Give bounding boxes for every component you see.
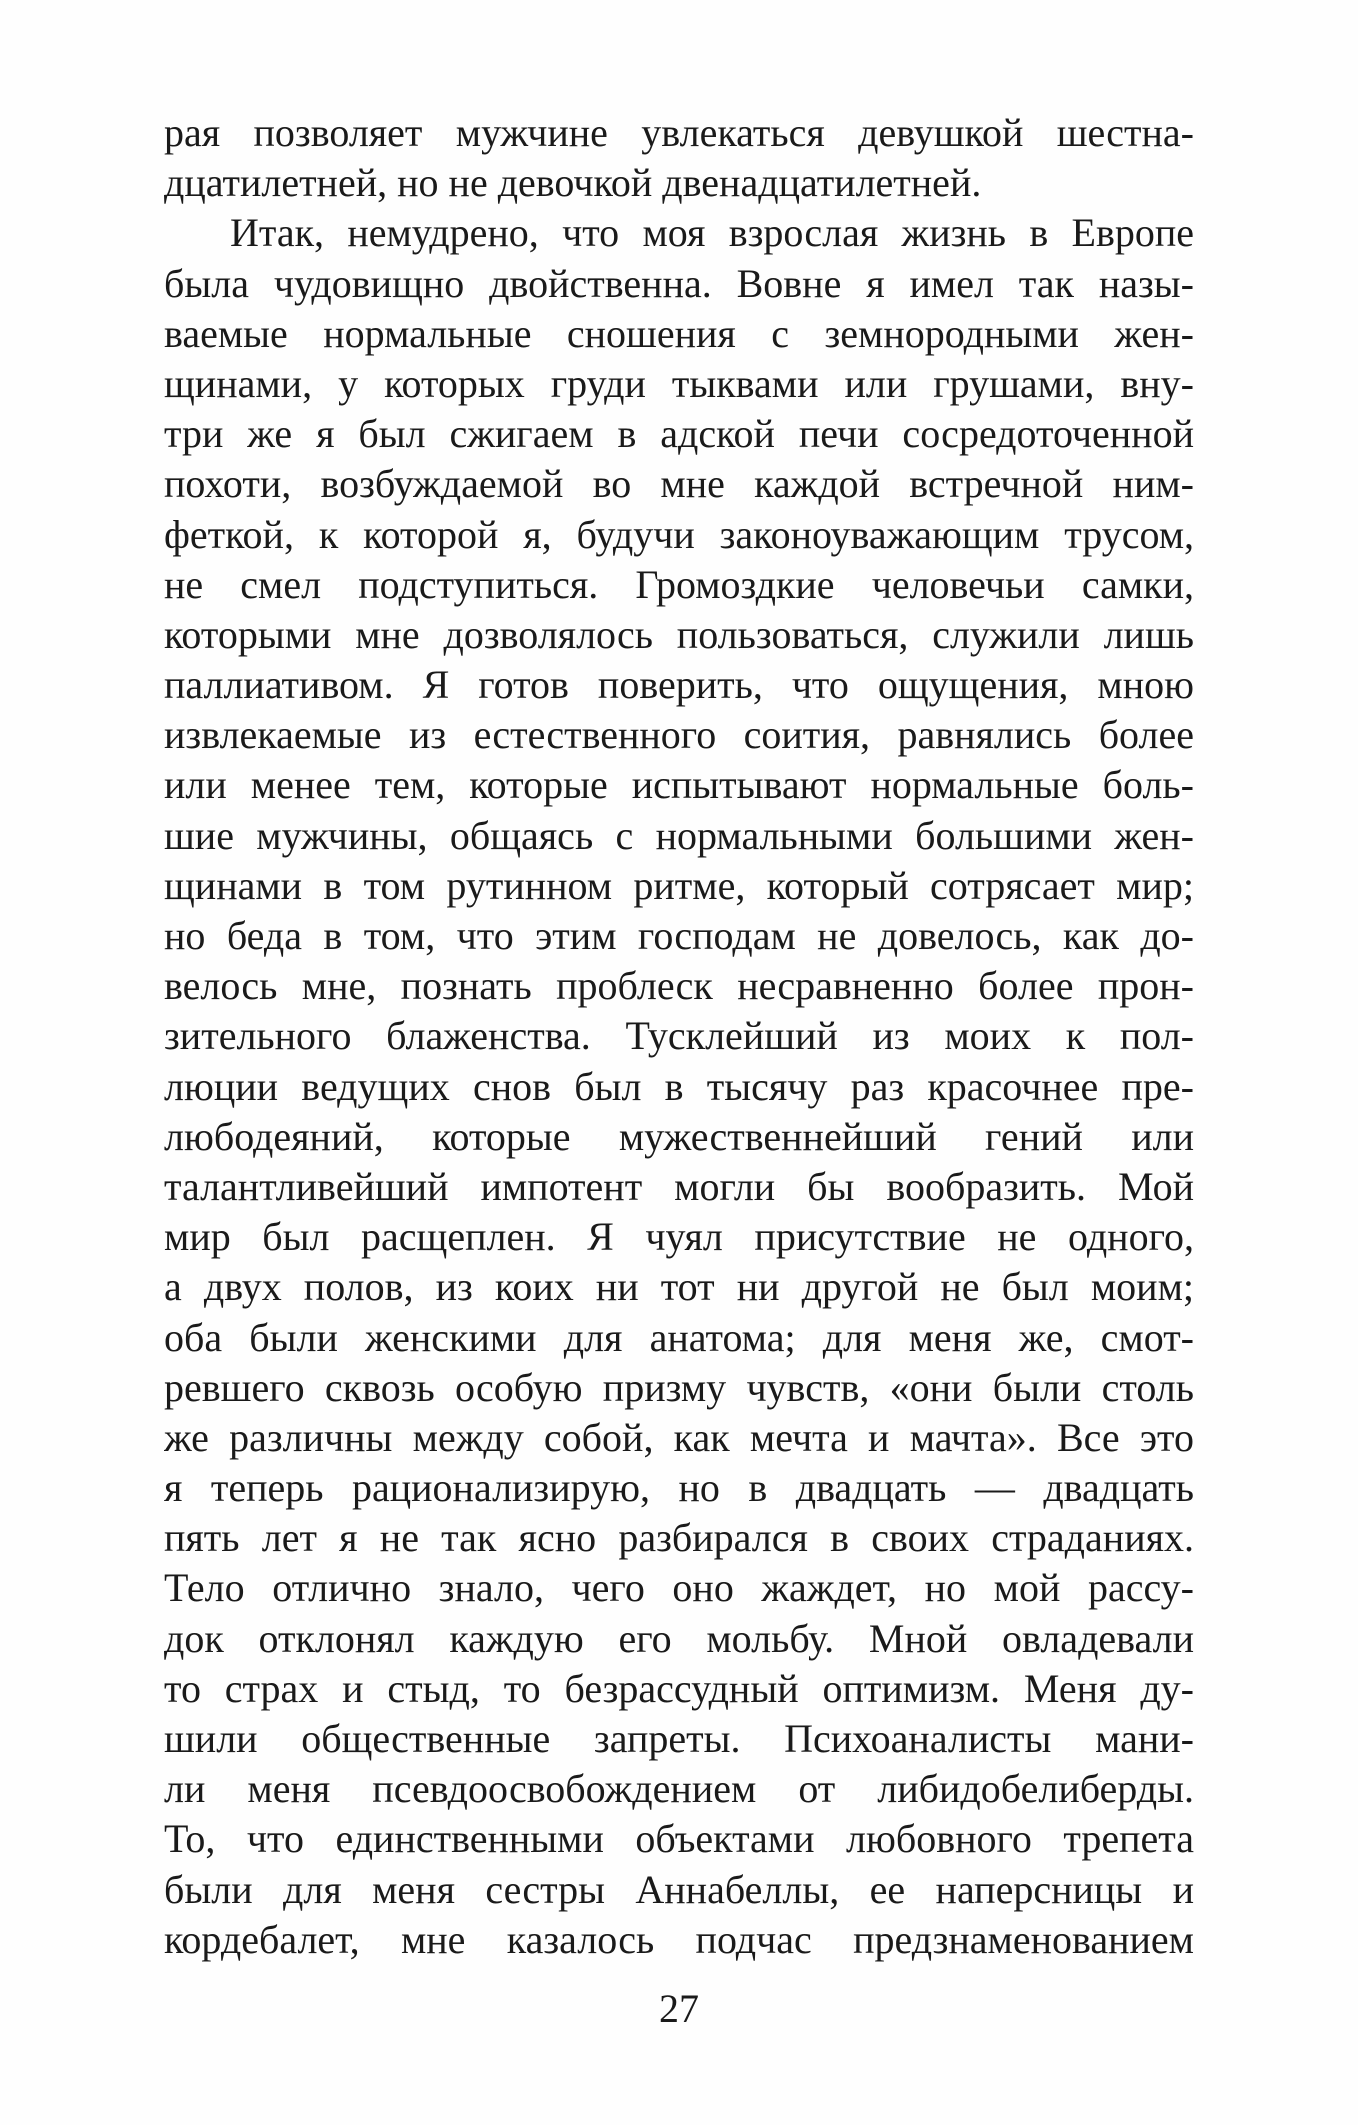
text-line: кордебалет, мне казалось подчас предзнаменованием [164, 1916, 1194, 1962]
text-line: пять лет я не так ясно разбирался в своих страданиях. [164, 1515, 1194, 1561]
body-text [164, 108, 1194, 1965]
text-line: не смел подступиться. Громоздкие человечьи самки, [164, 561, 1194, 607]
text-line: похоти, возбуждаемой во мне каждой встречной ним- [164, 461, 1194, 507]
text-line: три же я был сжигаем в адской печи сосредоточенной [164, 411, 1194, 457]
text-line: же различны между собой, как мечта и мачта». Все это [164, 1414, 1194, 1460]
text-line: дцатилетней, но не девочкой двенадцатилетней. [164, 160, 982, 206]
text-line: или менее тем, которые испытывают нормальные боль- [164, 762, 1194, 808]
text-line: которыми мне дозволялось пользоваться, служили лишь [164, 611, 1194, 657]
text-line: ваемые нормальные сношения с земнородными жен- [164, 310, 1194, 356]
text-line: ревшего сквозь особую призму чувств, «они были столь [164, 1364, 1194, 1410]
text-line: оба были женскими для анатома; для меня же, смот- [164, 1314, 1194, 1360]
text-line: мир был расщеплен. Я чуял присутствие не одного, [164, 1214, 1194, 1260]
text-line: док отклонял каждую его мольбу. Мной овладевали [164, 1615, 1194, 1661]
text-line: люции ведущих снов был в тысячу раз красочнее пре- [164, 1063, 1194, 1109]
text-line: извлекаемые из естественного соития, равнялись более [164, 712, 1194, 758]
text-line: феткой, к которой я, будучи законоуважающим трусом, [164, 511, 1194, 557]
text-line: была чудовищно двойственна. Вовне я имел так назы- [164, 260, 1194, 306]
text-line: Тело отлично знало, чего оно жаждет, но мой рассу- [164, 1565, 1194, 1611]
text-line: паллиативом. Я готов поверить, что ощущения, мною [164, 662, 1194, 708]
text-line: То, что единственными объектами любовного трепета [164, 1816, 1194, 1862]
text-line: шие мужчины, общаясь с нормальными большими жен- [164, 812, 1194, 858]
text-line: рая позволяет мужчине увлекаться девушкой шестна- [164, 110, 1194, 155]
text-line: талантливейший импотент могли бы вообразить. Мой [164, 1163, 1194, 1209]
text-line: ли меня псевдоосвобождением от либидобелиберды. [164, 1766, 1194, 1812]
text-line: я теперь рационализирую, но в двадцать — двадцать [164, 1465, 1194, 1511]
text-line: были для меня сестры Аннабеллы, ее наперсницы и [164, 1866, 1194, 1912]
text-line: щинами, у которых груди тыквами или грушами, вну- [164, 360, 1194, 406]
text-line: но беда в том, что этим господам не довелось, как до- [164, 913, 1194, 958]
text-line: любодеяний, которые мужественнейший гений или [164, 1113, 1194, 1159]
page-number: 27 [659, 1986, 699, 2031]
text-line: то страх и стыд, то безрассудный оптимизм. Меня ду- [164, 1665, 1194, 1711]
text-line: щинами в том рутинном ритме, который сотрясает мир; [164, 862, 1194, 908]
text-line: а двух полов, из коих ни тот ни другой не был моим; [164, 1264, 1194, 1310]
text-line: велось мне, познать проблеск несравненно более прон- [164, 963, 1194, 1009]
text-line: зительного блаженства. Тусклейший из моих к пол- [164, 1013, 1194, 1059]
text-line: шили общественные запреты. Психоаналисты мани- [164, 1716, 1194, 1761]
paragraph-start-line: Итак, немудрено, что моя взрослая жизнь в Европе [230, 210, 1194, 256]
